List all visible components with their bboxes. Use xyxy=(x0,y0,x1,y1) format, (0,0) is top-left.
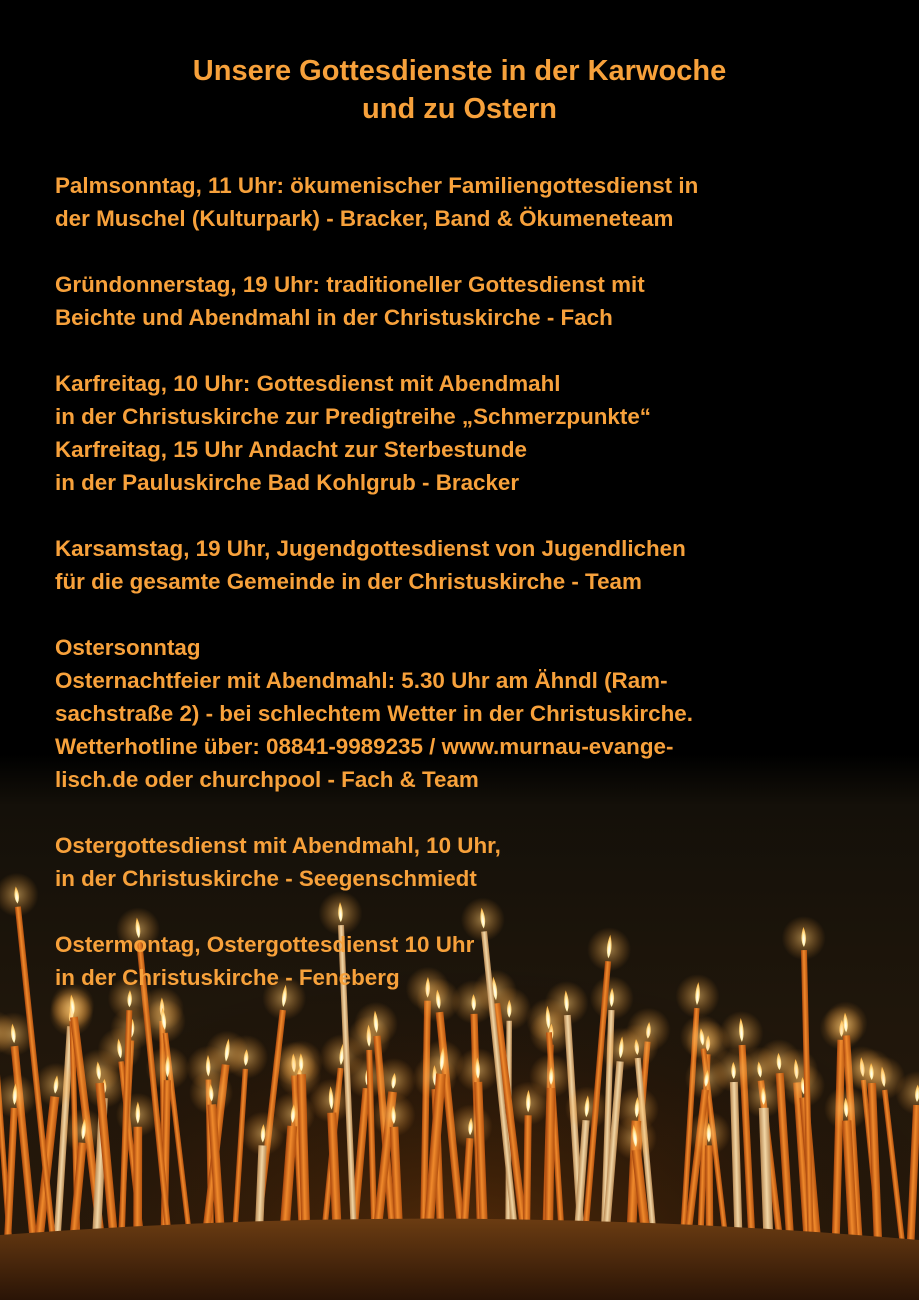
service-line: Karfreitag, 10 Uhr: Gottesdienst mit Abendmahl xyxy=(55,371,561,396)
service-ostersonntag xyxy=(55,631,905,796)
service-line: der Muschel (Kulturpark) - Bracker, Band & Ökumeneteam xyxy=(55,206,674,231)
service-ostergottesdienst xyxy=(55,829,905,895)
service-karsamstag xyxy=(55,532,905,598)
service-line: Ostersonntag xyxy=(55,635,201,660)
service-line: Karfreitag, 15 Uhr Andacht zur Sterbestunde xyxy=(55,437,527,462)
service-line: in der Christuskirche - Feneberg xyxy=(55,965,400,990)
service-ostermontag xyxy=(55,928,905,994)
service-line: Beichte und Abendmahl in der Christuskirche - Fach xyxy=(55,305,613,330)
service-line: sachstraße 2) - bei schlechtem Wetter in der Christuskirche. xyxy=(55,701,693,726)
title-line-1: Unsere Gottesdienste in der Karwoche xyxy=(192,55,727,87)
service-line: lisch.de oder churchpool - Fach & Team xyxy=(55,767,479,792)
sand-tray xyxy=(0,1219,919,1300)
service-line: in der Pauluskirche Bad Kohlgrub - Bracker xyxy=(55,470,520,495)
service-line: für die gesamte Gemeinde in der Christuskirche - Team xyxy=(55,569,642,594)
service-list xyxy=(55,169,905,1027)
service-gruendonnerstag xyxy=(55,268,905,334)
service-line: in der Christuskirche zur Predigtreihe „Schmerzpunkte“ xyxy=(55,404,651,429)
service-line: Gründonnerstag, 19 Uhr: traditioneller Gottesdienst mit xyxy=(55,272,645,297)
service-line: Osternachtfeier mit Abendmahl: 5.30 Uhr am Ähndl (Ram- xyxy=(55,668,668,693)
service-line: Palmsonntag, 11 Uhr: ökumenischer Familiengottesdienst in xyxy=(55,173,699,198)
service-karfreitag xyxy=(55,367,905,499)
service-line: Ostermontag, Ostergottesdienst 10 Uhr xyxy=(55,932,475,957)
service-palmsonntag xyxy=(55,169,905,235)
service-line: Wetterhotline über: 08841-9989235 / www.murnau-evange- xyxy=(55,734,674,759)
title-line-2: und zu Ostern xyxy=(362,93,557,125)
service-line: Ostergottesdienst mit Abendmahl, 10 Uhr, xyxy=(55,833,501,858)
service-line: Karsamstag, 19 Uhr, Jugendgottesdienst von Jugendlichen xyxy=(55,536,686,561)
service-line: in der Christuskirche - Seegenschmiedt xyxy=(55,866,477,891)
page-title xyxy=(0,52,919,128)
